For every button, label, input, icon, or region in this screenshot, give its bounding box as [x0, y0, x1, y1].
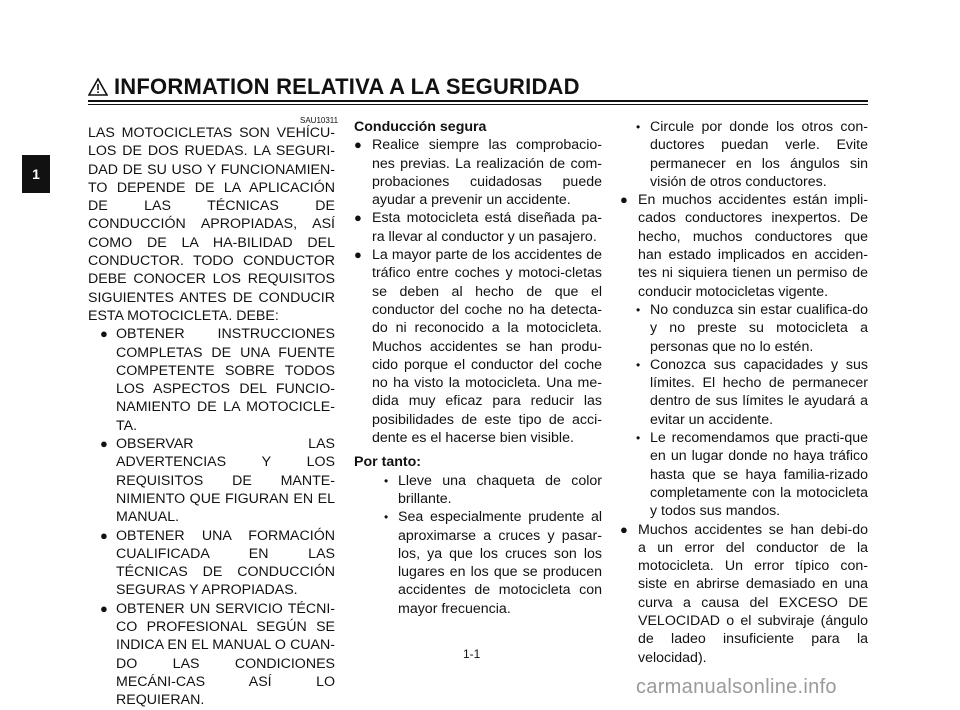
intro-paragraph: LAS MOTOCICLETAS SON VEHÍCU-LOS DE DOS RUEDAS. LA SEGURI-DAD DE SU USO Y FUNCIONAMIEN-TO DEPENDE DE LA APLICACIÓN DE LAS TÉCNICAS DE CONDUCCIÓN APROPIADAS, ASÍ COMO DE LA HA-BILIDAD DEL CONDUCTOR. TODO CONDUCTOR DEBE CONOCER LOS REQUISITOS SIGUIENTES ANTES DE CONDUCIR ESTA MOTOCICLETA. DEBE: [88, 125, 335, 324]
bullet-marker: ● [620, 521, 628, 537]
bullet-marker: ● [100, 527, 108, 543]
list-item: ● En muchos accidentes están impli-cados conductores inexpertos. De hecho, muchos conductores que han estado implicados en acciden-tes ni siquiera tienen un permiso de conducir motocicletas vigente. [620, 192, 868, 300]
bullet-marker: ● [354, 247, 362, 263]
bullet-marker: ● [100, 436, 108, 452]
bullet-marker: ● [100, 600, 108, 616]
bullet-marker: ● [620, 192, 628, 208]
list-item: ● Esta motocicleta está diseñada pa-ra llevar al conductor y un pasajero. [354, 210, 602, 245]
header-rule [88, 100, 868, 102]
bullet-marker: ● [100, 326, 108, 342]
list-item: ● Realice siempre las comprobacio-nes previas. La realización de com-probaciones cuidadosas puede ayudar a prevenir un accidente. [354, 137, 602, 209]
bullet-marker: ● [354, 210, 362, 226]
list-item: ● OBTENER UNA FORMACIÓN CUALIFICADA EN LAS TÉCNICAS DE CONDUCCIÓN SEGURAS Y APROPIADAS. [100, 527, 335, 599]
section-header [88, 74, 868, 102]
list-item: • No conduzca sin estar cualifica-do y no preste su motocicleta a personas que no lo estén. [636, 301, 868, 355]
sub-bullet-marker: • [384, 510, 389, 525]
column-3 [620, 118, 868, 667]
sub-bullet-marker: • [636, 120, 641, 134]
list-item: • Circule por donde los otros con-ductores puedan verle. Evite permanecer en los ángulos sin visión de otros conductores. [636, 119, 868, 190]
list-item: • Lleve una chaqueta de color brillante. [384, 472, 602, 507]
list-item: ● La mayor parte de los accidentes de tráfico entre coches y motoci-cletas se deben al hecho de que el conductor del coche no ha detecta-do ni reconocido a la motocicleta. Muchos accidentes se han produ-cido porque el conductor del coche no ha visto la motocicleta. Una me-dida muy eficaz para reducir las posibilidades de este tipo de acci-dente es el hacerse bien visible. [354, 247, 602, 447]
list-item: ● OBTENER INSTRUCCIONES COMPLETAS DE UNA FUENTE COMPETENTE SOBRE TODOS LOS ASPECTOS DEL FUNCIO-NAMIENTO DE LA MOTOCICLE-TA. [100, 326, 335, 434]
list-item: ● OBSERVAR LAS ADVERTENCIAS Y LOS REQUISITOS DE MANTE-NIMIENTO QUE FIGURAN EN EL MANUAL. [100, 436, 335, 526]
sub-bullet-marker: • [636, 357, 641, 372]
list-item: ● OBTENER UN SERVICIO TÉCNI-CO PROFESIONAL SEGÚN SE INDICA EN EL MANUAL O CUAN-DO LAS CONDICIONES MECÁNI-CAS ASÍ LO REQUIERAN. [100, 600, 335, 709]
page-number: 1-1 [463, 647, 481, 661]
sub-bullet-marker: • [384, 473, 389, 488]
column-2 [354, 118, 602, 618]
warning-triangle-icon [88, 78, 108, 96]
sub-bullet-marker: • [636, 302, 641, 317]
list-item: • Sea especialmente prudente al aproximarse a cruces y pasar-los, ya que los cruces son los lugares en los que se producen accidentes de motocicleta con mayor frecuencia. [384, 509, 602, 617]
list-item: • Conozca sus capacidades y sus límites. El hecho de permanecer dentro de sus límites le ayudará a evitar un accidente. [636, 356, 868, 428]
chapter-tab: 1 [22, 155, 50, 193]
subheading: Conducción segura [354, 119, 487, 135]
reference-code: SAU10311 [300, 116, 339, 125]
watermark: carmanualsonline.info [636, 676, 837, 698]
list-item: ● Muchos accidentes se han debi-do a un error del conductor de la motocicleta. Un error típico con-siste en abrirse demasiado en una curva a causa del EXCESO DE VELOCIDAD o el subviraje (ángulo de ladeo insuficiente para la velocidad). [620, 521, 868, 666]
header-rule-thin [88, 104, 868, 105]
subheading: Por tanto: [354, 454, 421, 471]
list-item: • Le recomendamos que practi-que en un lugar donde no haya tráfico hasta que se haya familia-rizado completamente con la motocicleta y todos sus mandos. [636, 430, 868, 520]
sub-bullet-marker: • [636, 431, 641, 446]
column-1 [88, 124, 335, 710]
section-title: INFORMATION RELATIVA A LA SEGURIDAD [114, 74, 580, 99]
bullet-marker: ● [354, 137, 362, 153]
